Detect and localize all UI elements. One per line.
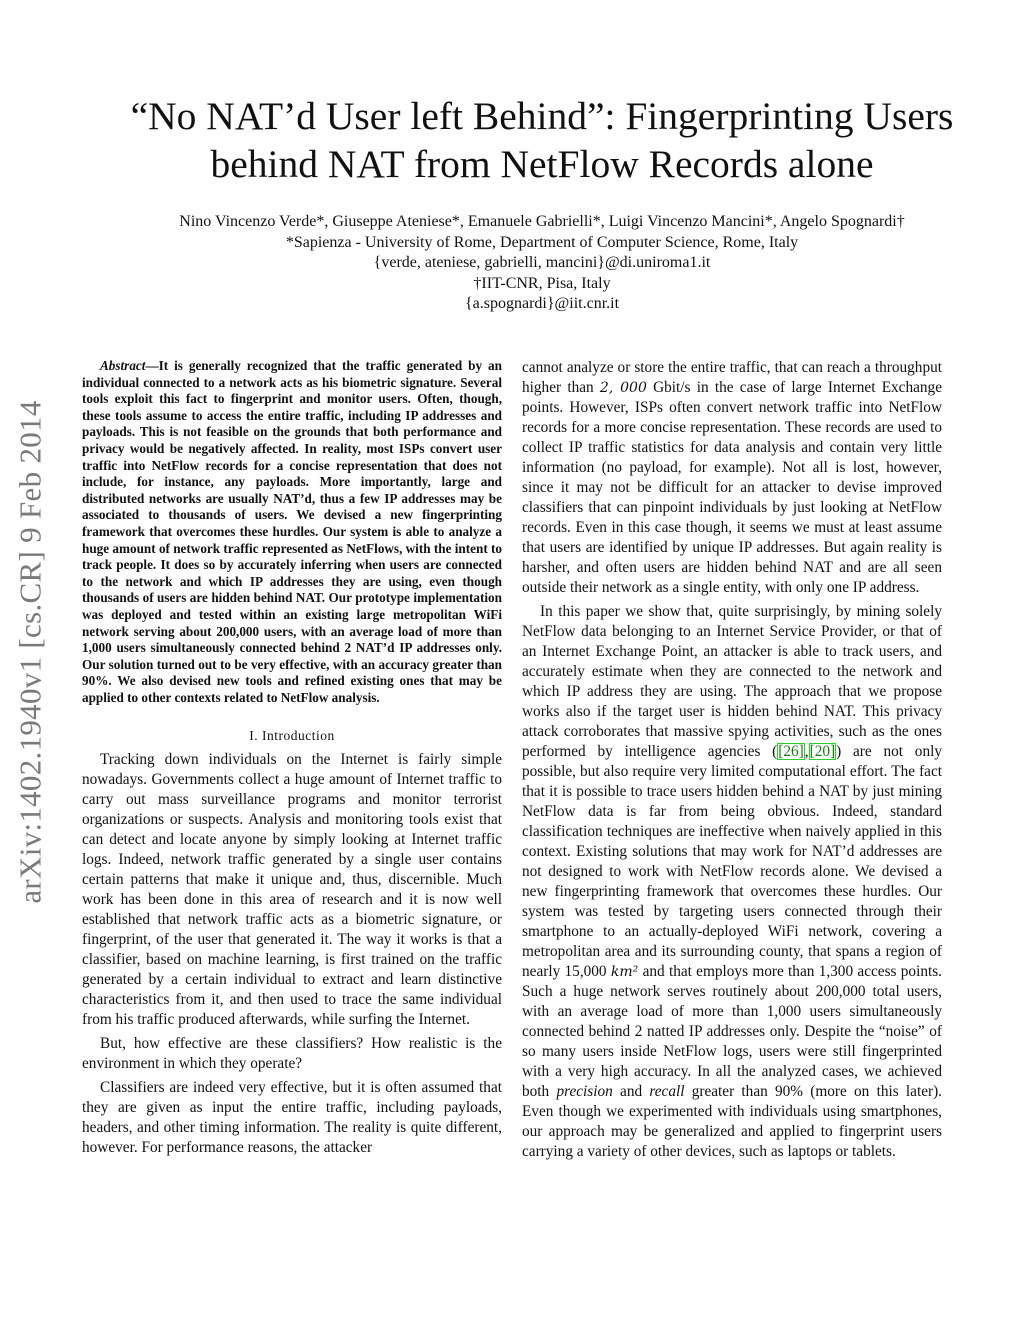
affiliation-iit-cnr: †IIT-CNR, Pisa, Italy <box>473 274 611 292</box>
accuracy-percent: 90% <box>775 1083 804 1100</box>
arxiv-stamp-text: arXiv:1402.1940v1 [cs.CR] 9 Feb 2014 <box>13 400 49 904</box>
citation-link-26[interactable]: [26] <box>778 743 804 760</box>
author-block <box>70 212 1014 315</box>
intro-paragraph-1: Tracking down individuals on the Internet is fairly simple nowadays. Governments collect a huge amount of Internet traffic to carry out mass surveillance programs and monitor terrorist organizations or suspects. Analysis and monitoring tools exist that can detect and locate anyone by simply looking at Internet traffic logs. Indeed, network traffic generated by a single user contains certain patterns that make it unique and, thus, discernible. Much work has been done in this area of research and it is now well established that network traffic acts as a biometric signature, or fingerprint, of the user that generated it. The way it works is that a classifier, based on machine learning, is first trained on the traffic generated by a certain individual to extract and learn distinctive characteristics from it, and then used to trace the same individual from his traffic produced afterwards, while surfing the Internet. <box>82 751 502 1029</box>
email-iit-cnr: {a.spognardi}@iit.cnr.it <box>464 295 620 312</box>
term-recall: recall <box>649 1083 685 1100</box>
title-line-2: behind NAT from NetFlow Records alone <box>210 142 874 186</box>
throughput-value: 2, 000 <box>599 380 647 396</box>
right-paragraph-1 <box>522 358 942 598</box>
abstract-label: Abstract <box>100 358 146 373</box>
intro-paragraph-3: Classifiers are indeed very effective, but it is often assumed that they are given as input the entire traffic, including payloads, headers, and other timing information. The reality is quite different, however. For performance reasons, the attacker <box>82 1079 502 1157</box>
citation-separator: , <box>804 743 809 760</box>
author-names: Nino Vincenzo Verde*, Giuseppe Ateniese*, Emanuele Gabrielli*, Luigi Vincenzo Mancini*, Angelo Spognardi† <box>179 213 905 230</box>
section-heading-introduction: I. Introduction <box>249 728 335 744</box>
intro-paragraph-2: But, how effective are these classifiers? How realistic is the environment in which they operate? <box>82 1035 502 1073</box>
right-p2-text-b: ) are not only possible, but also require very limited computational effort. The fact that it is possible to trace users hidden behind a NAT by just mining NetFlow data is far from being obvious. Indeed, standard classification techniques are ineffective when naively applied in this context. Existing solutions that may work for NAT’d addresses are not designed to work with NetFlow records alone. We devised a new fingerprinting framework that overcomes these hurdles. Our system was tested by targeting users connected through their smartphone to an actually-deployed WiFi network, covering a metropolitan area and its surrounding county, that spans a region of nearly 15,000 <box>522 743 942 980</box>
right-p2-text-a: In this paper we show that, quite surprisingly, by mining solely NetFlow data belonging to an Internet Service Provider, or that of an Internet Exchange Point, an attacker is able to track users, and accurately estimate when they are connected to the network and which IP address they are using. The approach that we propose works also if the target user is hidden behind NAT. This privacy attack corroborates that massive spying activities, such as the ones performed by intelligence agencies ( <box>522 603 942 760</box>
right-p1-text-a: cannot analyze or store the entire traffic, that can reach a throughput higher than <box>522 359 942 396</box>
term-precision: precision <box>556 1083 613 1100</box>
citation-link-20[interactable]: [20] <box>809 743 836 760</box>
email-sapienza: {verde, ateniese, gabrielli, mancini}@di.uniroma1.it <box>373 254 711 271</box>
title-line-1: “No NAT’d User left Behind”: Fingerprinting Users <box>130 94 954 138</box>
paper-title <box>70 92 1014 188</box>
abstract <box>82 358 502 706</box>
right-p1-text-b: Gbit/s in the case of large Internet Exchange points. However, ISPs often convert network traffic into NetFlow records for a more concise representation. These records are used to collect IP traffic statistics for data analysis and contain very little information (no payload, for example). Not all is lost, however, since it may not be difficult for an attacker to devise improved classifiers that can pinpoint individuals by just looking at NetFlow records. Even in this case though, it seems we must at least assume that users are identified by unique IP addresses. But again reality is harsher, and often users are hidden behind NAT and are all seen outside their network as a single entity, with only one IP address. <box>522 379 942 596</box>
right-p2-text-c: and that employs more than 1,300 access points. Such a huge network serves routinely about 200,000 total users, with an average load of more than 1,000 users simultaneously connected behind 2 natted IP addresses only. Despite the “noise” of so many users inside NetFlow logs, users were still fingerprinted with a very high accuracy. In all the analyzed cases, we achieved both <box>522 963 942 1100</box>
left-column <box>82 358 502 1158</box>
affiliation-sapienza: *Sapienza - University of Rome, Department of Computer Science, Rome, Italy <box>285 233 799 251</box>
area-unit: km² <box>610 964 639 980</box>
abstract-text: —It is generally recognized that the traffic generated by an individual connected to a network acts as his biometric signature. Several tools exploit this fact to fingerprint and monitor users. Often, though, these tools assume to access the entire traffic, including IP addresses and payloads. This is not feasible on the grounds that both performance and privacy would be negatively affected. In reality, most ISPs convert user traffic into NetFlow records for a concise representation that does not include, for instance, any payloads. More importantly, large and distributed networks are usually NAT’d, thus a few IP addresses may be associated to thousands of users. We devised a new fingerprinting framework that overcomes these hurdles. Our system is able to analyze a huge amount of network traffic represented as NetFlows, with the intent to track people. It does so by accurately inferring when users are connected to the network and which IP addresses they are using, even though thousands of users are hidden behind NAT. Our prototype implementation was deployed and tested within an existing large metropolitan WiFi network serving about 200,000 users, with an average load of more than 1,000 users simultaneously connected behind 2 NAT’d IP addresses only. Our solution turned out to be very effective, with an accuracy greater than 90%. We also devised new tools and refined existing ones that may be applied to other contexts related to NetFlow analysis. <box>82 358 502 705</box>
right-p2-text-d: and <box>612 1083 650 1100</box>
right-column <box>522 358 942 1162</box>
right-p2-text-f: (more on this later). Even though we experimented with individuals using smartphones, our approach may be generalized and applied to fingerprint users carrying a variety of other devices, such as laptops or tablets. <box>522 1083 942 1160</box>
right-p2-text-e: greater than <box>684 1083 775 1100</box>
right-paragraph-2 <box>522 602 942 1162</box>
arxiv-stamp <box>2 372 60 932</box>
